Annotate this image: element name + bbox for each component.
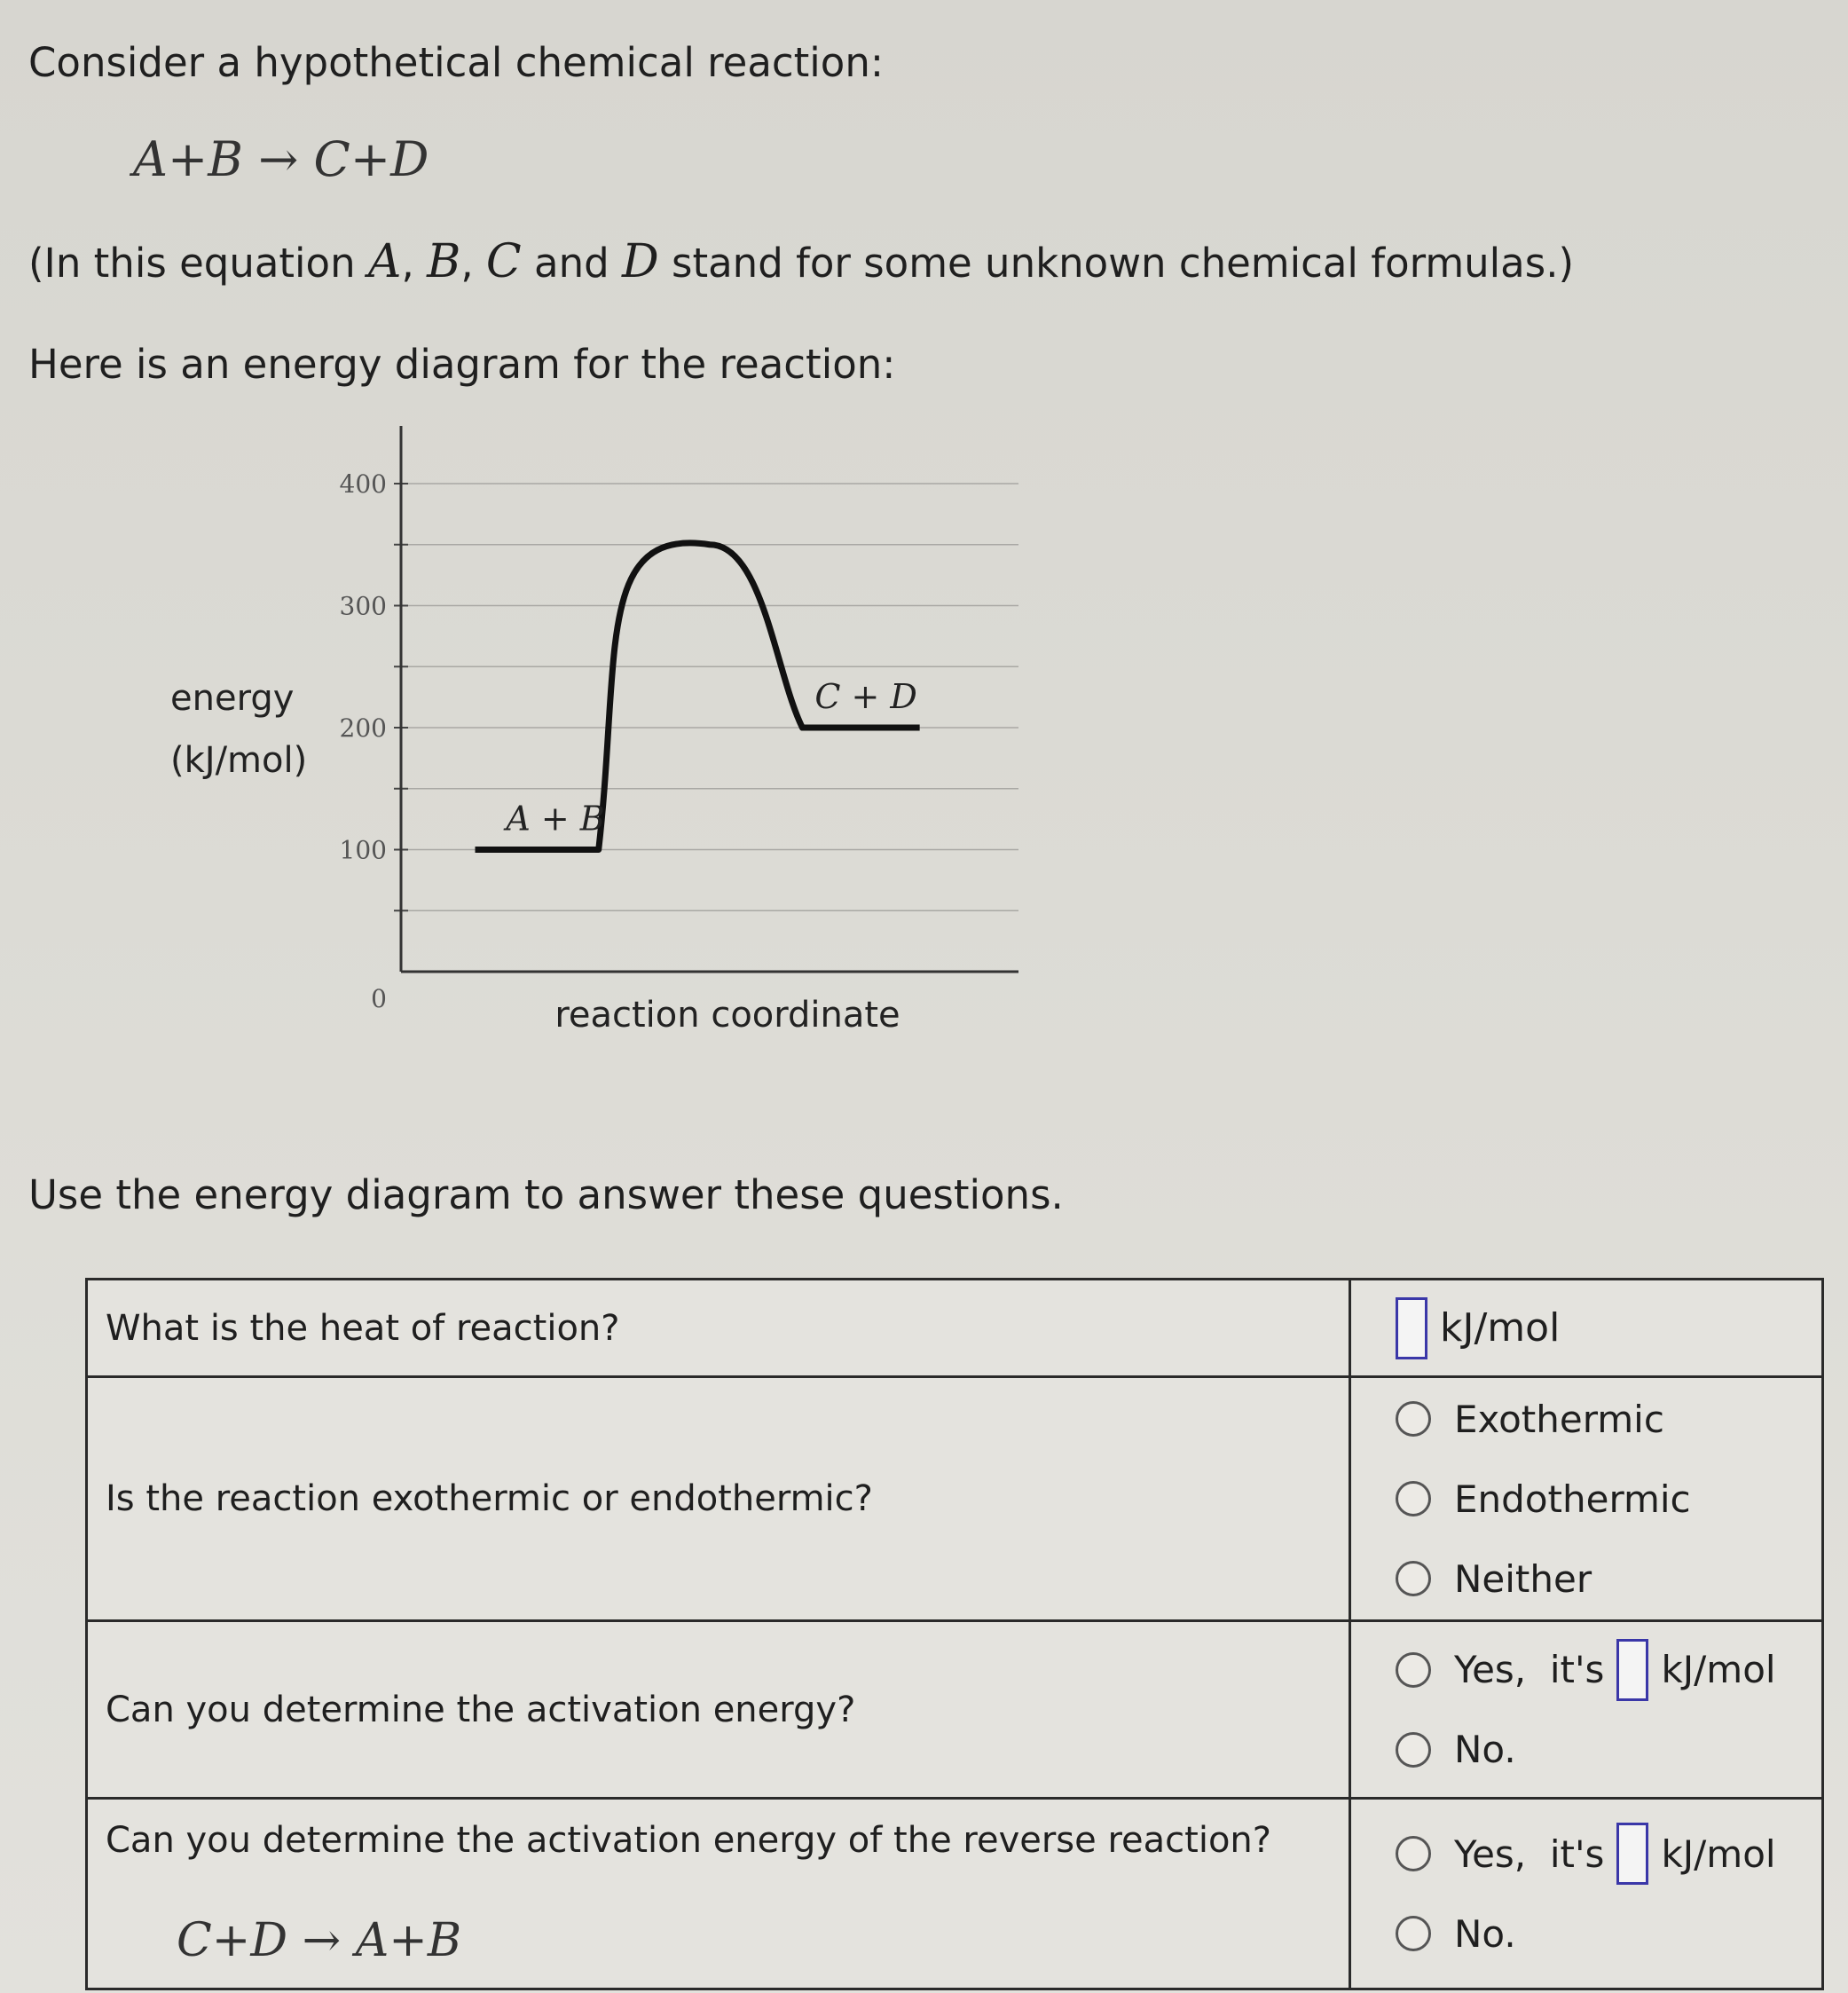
option-neither[interactable]: Neither [1396, 1539, 1820, 1619]
unit-label: kJ/mol [1440, 1305, 1561, 1351]
diagram-intro: Here is an energy diagram for the reaction: [28, 341, 896, 388]
intro-text: Consider a hypothetical chemical reaction: [28, 39, 885, 86]
radio-icon[interactable] [1396, 1401, 1431, 1437]
question-heat: What is the heat of reaction? [87, 1280, 1350, 1377]
question-row [87, 1621, 1823, 1799]
question-row [87, 1799, 1823, 1989]
option-no[interactable]: No. [1396, 1894, 1820, 1973]
y-tick-label: 400 [339, 469, 387, 499]
arrow-icon: → [258, 131, 299, 187]
y-tick-label: 100 [339, 835, 387, 865]
reverse-equation: C+D → A+B [177, 1914, 462, 1967]
y-tick-label: 200 [339, 713, 387, 743]
reactants-label: A + B [506, 799, 605, 839]
option-endothermic[interactable]: Endothermic [1396, 1459, 1820, 1539]
question-reverse: Can you determine the activation energy of the reverse reaction? C+D → A+B [87, 1799, 1350, 1989]
option-exothermic[interactable]: Exothermic [1396, 1379, 1820, 1459]
radio-icon[interactable] [1396, 1652, 1431, 1688]
heat-input[interactable] [1396, 1297, 1427, 1359]
y-axis-label: energy [170, 678, 295, 719]
equation-note: (In this equation A, B, C and D stand for some unknown chemical formulas.) [28, 235, 1575, 288]
y-tick-label: 0 [371, 984, 387, 1013]
option-no[interactable]: No. [1396, 1710, 1820, 1790]
y-tick-label: 300 [339, 591, 387, 621]
question-table [85, 1278, 1824, 1990]
radio-icon[interactable] [1396, 1732, 1431, 1768]
radio-icon[interactable] [1396, 1916, 1431, 1951]
question-row [87, 1280, 1823, 1377]
question-activation: Can you determine the activation energy? [87, 1621, 1350, 1799]
option-yes[interactable]: Yes, it's kJ/mol [1396, 1814, 1820, 1894]
question-exo-endo: Is the reaction exothermic or endothermic? [87, 1377, 1350, 1621]
radio-icon[interactable] [1396, 1836, 1431, 1871]
y-axis-label: (kJ/mol) [170, 740, 308, 781]
question-row [87, 1377, 1823, 1621]
radio-icon[interactable] [1396, 1481, 1431, 1516]
option-yes[interactable]: Yes, it's kJ/mol [1396, 1630, 1820, 1710]
products-label: C + D [814, 677, 917, 716]
arrow-icon: → [302, 1914, 342, 1967]
energy-diagram [160, 408, 1047, 1056]
instruction-text: Use the energy diagram to answer these questions. [28, 1171, 1064, 1218]
radio-icon[interactable] [1396, 1561, 1431, 1596]
activation-input[interactable] [1616, 1639, 1648, 1701]
reverse-activation-input[interactable] [1616, 1823, 1648, 1885]
x-axis-label: reaction coordinate [554, 995, 900, 1036]
reaction-equation: A+B → C+D [133, 131, 429, 187]
